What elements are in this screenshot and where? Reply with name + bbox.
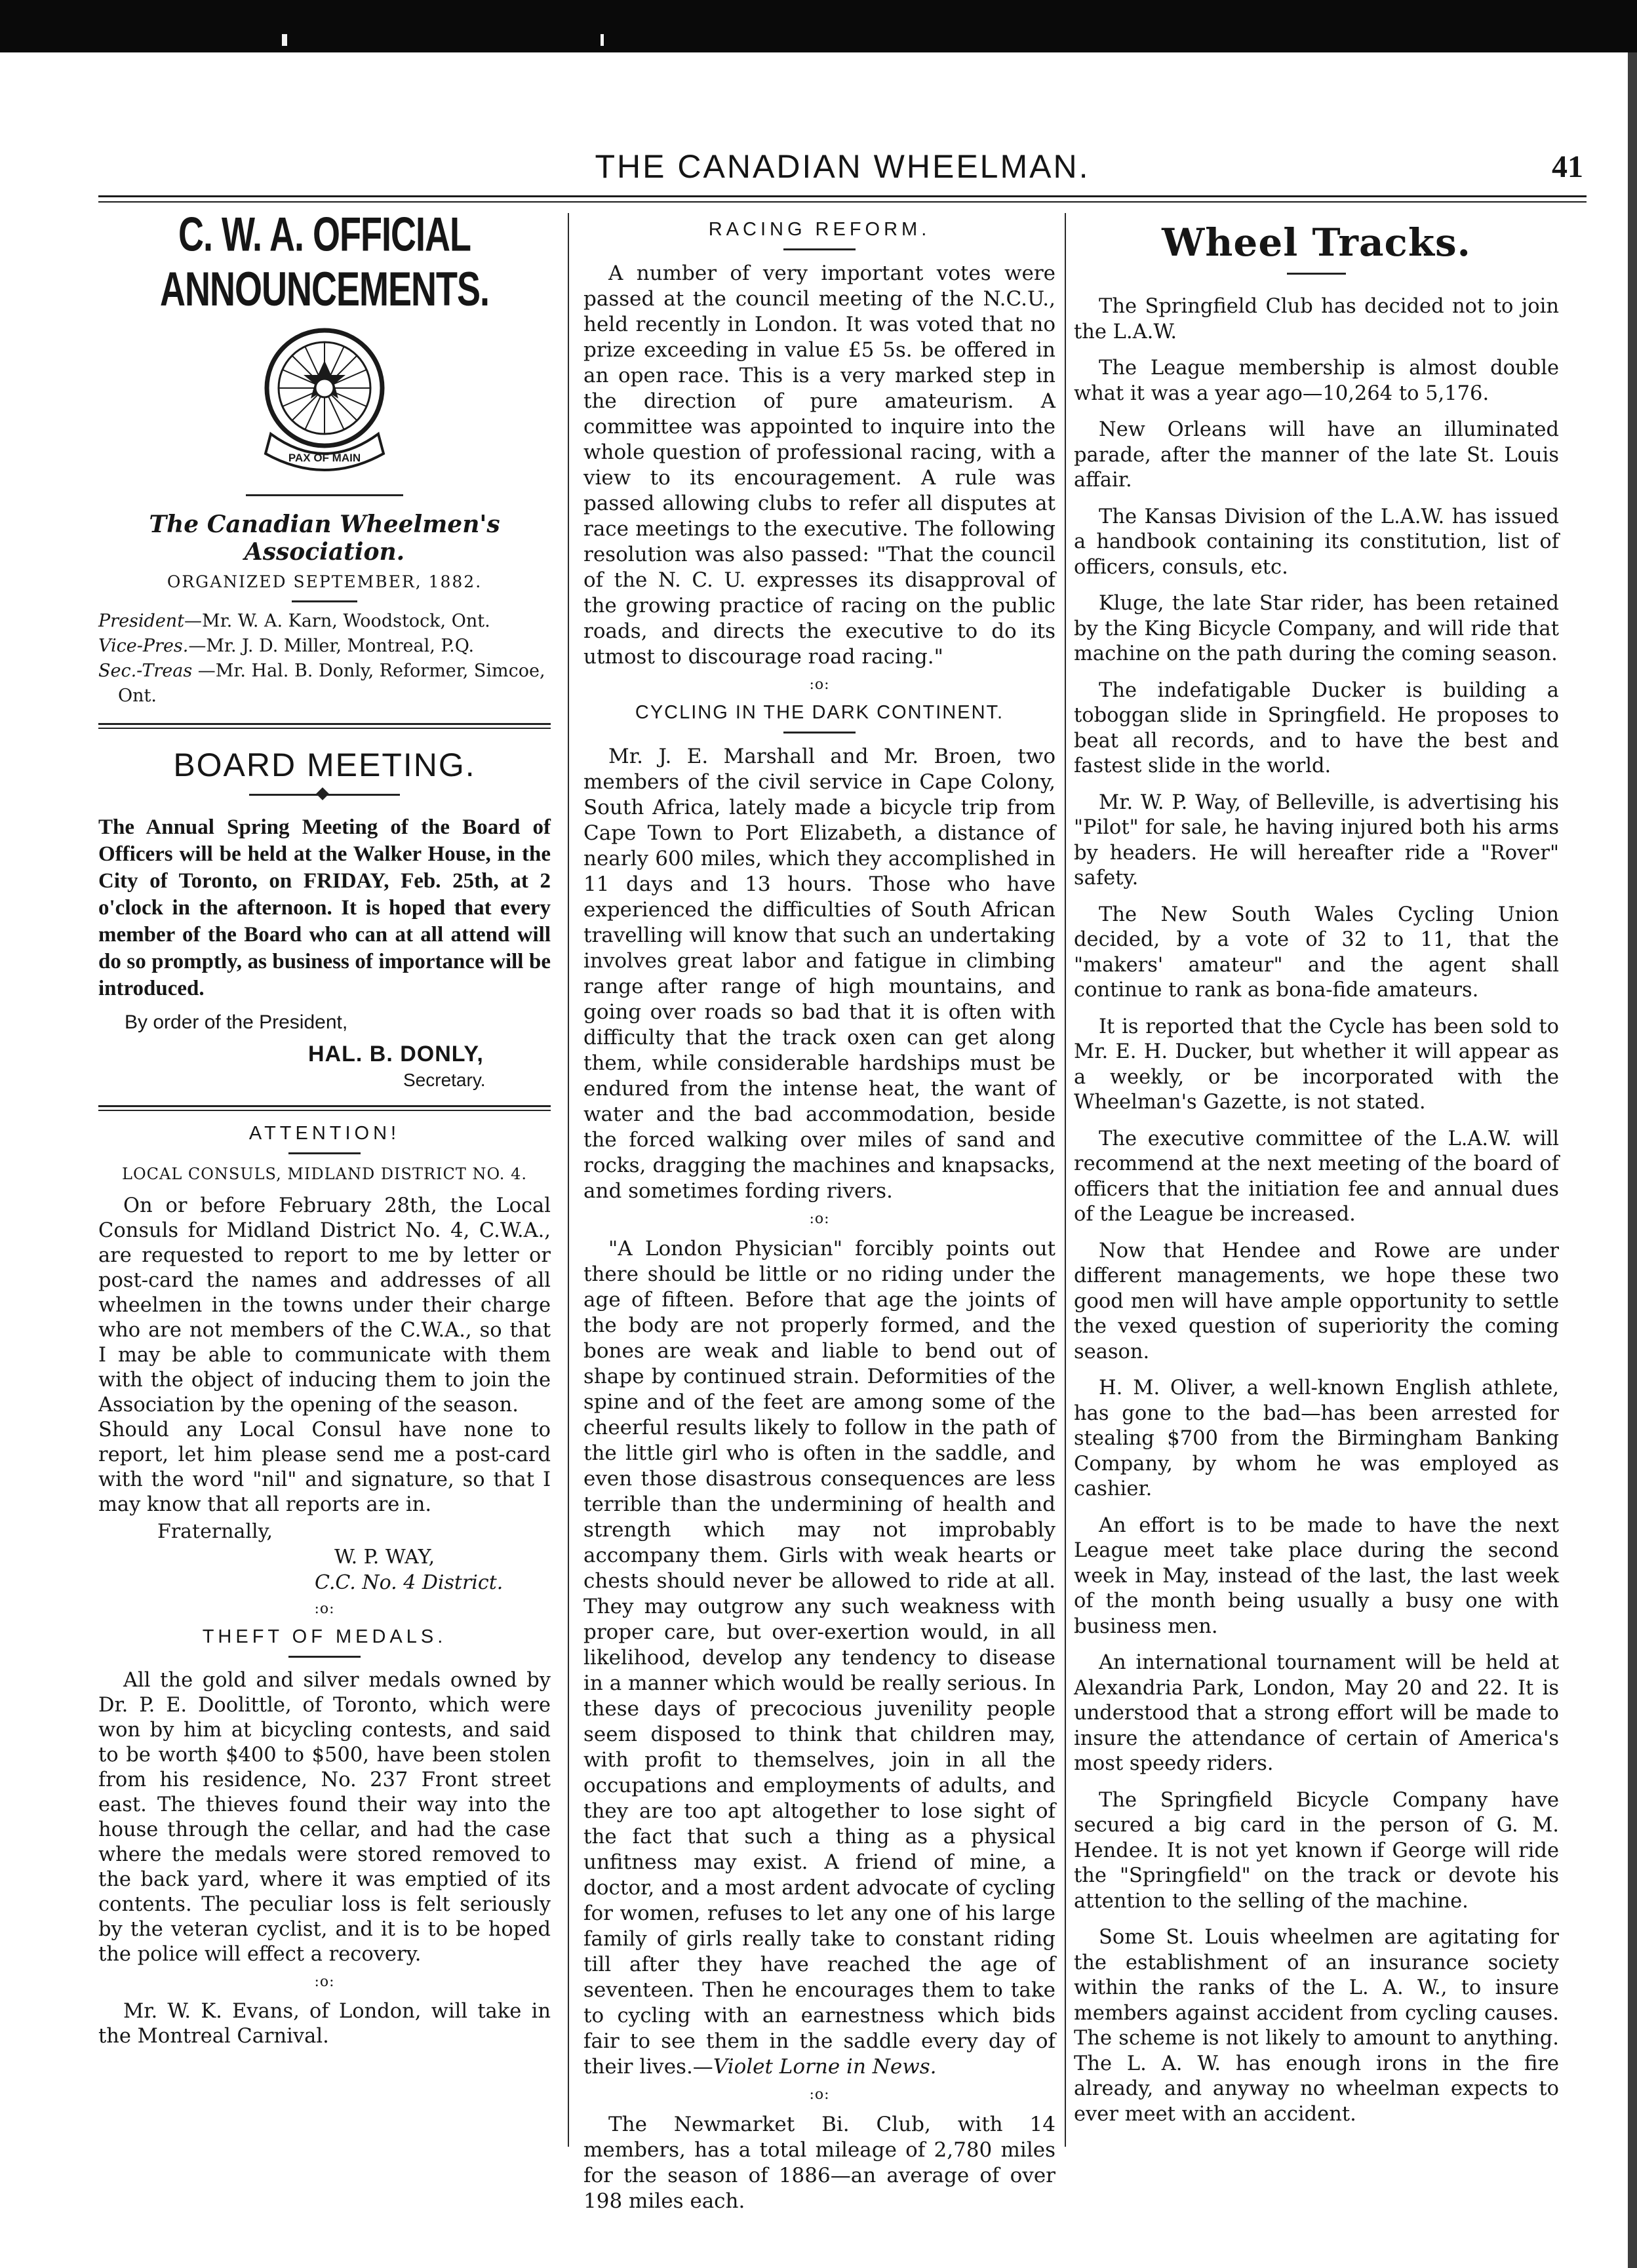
news-item: The Springfield Bicycle Company have secured a big card in the person of G. M. Hendee. It is not yet known if George will ride the "Springfield" on the track or devote his attention to the selling of the machine. [1074,1788,1559,1913]
rule [783,732,856,733]
rule [288,1656,361,1658]
masthead-rule [98,195,1587,197]
attention-signature: W. P. WAY, [334,1546,435,1569]
newmarket-paragraph: The Newmarket Bi. Club, with 14 members, has a total mileage of 2,780 miles for the season of 1886—an average of over 198 miles each. [583,2113,1055,2213]
diamond-rule [249,788,400,801]
news-item: The Kansas Division of the L.A.W. has issued a handbook containing its constitution, list of officers, consuls, etc. [1074,505,1559,579]
news-item: An international tournament will be held at Alexandria Park, London, May 20 and 22. It is understood that a strong effort will be made to insure the attendance of certain of America's most speedy riders. [1074,1651,1559,1775]
section-rule [98,1105,551,1107]
column-official-announcements [98,208,551,2189]
evans-paragraph: Mr. W. K. Evans, of London, will take in the Montreal Carnival. [98,2000,551,2048]
news-item: The League membership is almost double what it was a year ago—10,264 to 5,176. [1074,357,1559,405]
association-name: The Canadian Wheelmen's Association. [149,511,500,566]
attention-paragraph: Should any Local Consul have none to report, let him please send me a post-card with the word "nil" and signature, so that I may know that all reports are in. [98,1418,551,1516]
separator: :o: [809,1211,830,1227]
officer-president: President—Mr. W. A. Karn, Woodstock, Ont. [98,611,490,631]
news-item: Now that Hendee and Rowe are under different managements, we hope these two good men will have ample opportunity to settle the vexed question of superiority the coming season. [1074,1239,1559,1363]
news-item: The executive committee of the L.A.W. will recommend at the next meeting of the board of officers that the initiation fee and annual dues of the League be increased. [1074,1127,1559,1226]
board-signer-role: Secretary. [403,1070,486,1090]
dark-continent-heading: CYCLING IN THE DARK CONTINENT. [635,702,1004,723]
margin-mark [282,34,287,46]
officer-vice-president: Vice-Pres.—Mr. J. D. Miller, Montreal, P.Q. [98,636,475,656]
news-item: Mr. W. P. Way, of Belleville, is advertising his "Pilot" for sale, he having injured both his arms by headers. He will hereafter ride a "Rover" safety. [1074,791,1559,890]
news-item: It is reported that the Cycle has been sold to Mr. E. H. Ducker, but whether it will appear as a weekly, or be incorporated with the Wheelman's Gazette, is not stated. [1074,1015,1559,1114]
newspaper-title: THE CANADIAN WHEELMAN. [595,148,1090,185]
rule [292,600,357,602]
page-number: 41 [1552,149,1583,184]
news-item: New Orleans will have an illuminated parade, after the manner of the late St. Louis affair. [1074,418,1559,492]
news-item: The New South Wales Cycling Union decided, by a vote of 32 to 11, that the "makers' amateur" and the agent shall continue to rank as bona-fide amateurs. [1074,903,1559,1002]
news-item: An effort is to be made to have the next League meet take place during the second week in May, instead of the last, the last week of the month being usually a busy one with business men. [1074,1514,1559,1638]
officer-secretary: Sec.-Treas —Mr. Hal. B. Donly, Reformer, Simcoe, Ont. [98,661,545,706]
physician-paragraph: "A London Physician" forcibly points out there should be little or no riding under the age of fifteen. Before that age the joints of the body are not properly formed, and the bones are weak and liable to bend out of shape by continued strain. Deformities of the spine and of the feet are among some of the cheerful results likely to follow in the path of the little girl who is often in the saddle, and even those disastrous consequences are less terrible than the undermining of health and strength which may not improbably accompany them. Girls with weak hearts or chests should never be allowed to ride at all. They may outgrow any such weakness with proper care, but over-exertion would, in all likelihood, develop any tendency to disease in a manner which would be really serious. In these days of precocious juvenility people seem disposed to think that children may, with profit to themselves, join in all the occupations and employments of adults, and they are too apt altogether to lose sight of the fact that such a thing as a physical unfitness may exist. A friend of mine, a doctor, and a most ardent advocate of cycling for women, refuses to let any one of his large family of girls really take to constant riding till after they have reached the age of seventeen. Then he encourages them to take to cycling with an earnestness which bids fair to see them in the saddle every day of their lives.—Violet Lorne in News. [583,1237,1055,2079]
section-rule [98,728,551,729]
physician-attribution: Violet Lorne in News. [713,2055,937,2079]
organized-date: ORGANIZED SEPTEMBER, 1882. [167,572,483,591]
separator: :o: [314,1601,335,1617]
attention-signature-title: C.C. No. 4 District. [315,1571,503,1594]
news-item: Kluge, the late Star rider, has been retained by the King Bicycle Company, and will ride that machine on the path during the coming season. [1074,592,1559,665]
column-wheel-tracks [1074,216,1559,2189]
masthead [98,147,1587,193]
racing-paragraph: A number of very important votes were passed at the council meeting of the N.C.U., held recently in London. It was voted that no prize exceeding in value £5 5s. be offered in an open race. This is a very marked step in the direction of pure amateurism. A committee was appointed to inquire into the whole question of professional racing, with a view to its encouragement. A rule was passed allowing clubs to refer all disputes at race meetings to the executive. The following resolution was also passed: "That the council of the N. C. U. expresses its disapproval of the growing practice of racing on the public roads, and directs the executive to do its utmost to discourage road racing." [583,262,1055,669]
section-rule [98,1110,551,1111]
masthead-rule [98,201,1587,203]
cwa-emblem-icon [252,323,397,480]
news-item: H. M. Oliver, a well-known English athlete, has gone to the bad—has been arrested for stealing $700 from the Birmingham Banking Company, by whom he was employed as cashier. [1074,1377,1559,1500]
wheel-tracks-heading: Wheel Tracks. [1162,220,1471,265]
news-item: The Springfield Club has decided not to join the L.A.W. [1074,295,1559,343]
column-racing-and-cycling [583,216,1055,2213]
separator: :o: [314,1974,335,1990]
board-meeting-notice: The Annual Spring Meeting of the Board of Officers will be held at the Walker House, in the City of Toronto, on FRIDAY, Feb. 25th, at 2 o'clock in the afternoon. It is hoped that every member of the Board who can at all attend will do so promptly, as business of importance will be introduced. [98,815,551,1000]
racing-heading: RACING REFORM. [708,219,931,240]
rule [288,1152,361,1154]
theft-paragraph: All the gold and silver medals owned by Dr. P. E. Doolittle, of Toronto, which were won by him at bicycling contests, and said to be worth $400 to $500, have been stolen from his residence, No. 237 Front street east. The thieves found their way into the house through the cellar, and had the case where the medals were stored removed to the back yard, where it was emptied of its contents. The peculiar loss is felt seriously by the veteran cyclist, and it is to be hoped the police will effect a recovery. [98,1669,551,1966]
news-item: Some St. Louis wheelmen are agitating for the establishment of an insurance society within the ranks of the L. A. W., to insure members against accident from cycling causes. The scheme is not likely to amount to anything. The L. A. W. has enough irons in the fire already, and anyway no wheelman expects to ever meet with an accident. [1074,1926,1559,2126]
column-divider [568,213,569,2147]
margin-mark [601,34,604,46]
separator: :o: [809,676,830,693]
separator: :o: [809,2086,830,2103]
emblem-motto: PAX OF MAIN [288,452,361,464]
board-order: By order of the President, [125,1011,348,1033]
attention-heading: ATTENTION! [248,1123,401,1144]
board-meeting-heading: BOARD MEETING. [173,747,476,783]
rule [246,494,403,496]
section-rule [98,723,551,725]
theft-heading: THEFT OF MEDALS. [202,1626,447,1647]
attention-subheading: LOCAL CONSULS, MIDLAND DISTRICT NO. 4. [122,1165,527,1183]
column-divider [1065,213,1066,2147]
news-item: The indefatigable Ducker is building a toboggan slide in Springfield. He proposes to beat all records, and to have the best and fastest slide in the world. [1074,678,1559,777]
section-heading: C. W. A. OFFICIAL ANNOUNCEMENTS. [159,208,489,317]
attention-closing: Fraternally, [157,1520,273,1543]
attention-paragraph: On or before February 28th, the Local Consuls for Midland District No. 4, C.W.A., are requested to report to me by letter or post-card the names and addresses of all wheelmen in the towns under their charge who are not members of the C.W.A., so that I may be able to communicate with them with the object of inducing them to join the Association by the opening of the season. [98,1194,551,1417]
page-edge-shadow [1628,52,1637,2268]
top-dark-border [0,0,1637,52]
rule [783,248,856,250]
board-signer: HAL. B. DONLY, [308,1042,484,1066]
dark-continent-paragraph: Mr. J. E. Marshall and Mr. Broen, two members of the civil service in Cape Colony, South Africa, lately made a bicycle trip from Cape Town to Port Elizabeth, a distance of nearly 600 miles, which they accomplished in 11 days and 13 hours. Those who have experienced the difficulties of South African travelling will know that such an undertaking involves great labor and fatigue in climbing range after range of high mountains, and going over roads so bad that it is often with difficulty that the track oxen can get along them, while considerable hardships must be endured from the intense heat, the want of water and the bad accommodation, beside the forced walking over miles of sand and rocks, dragging the machines and knapsacks, and sometimes fording rivers. [583,745,1055,1203]
rule [1287,273,1346,275]
